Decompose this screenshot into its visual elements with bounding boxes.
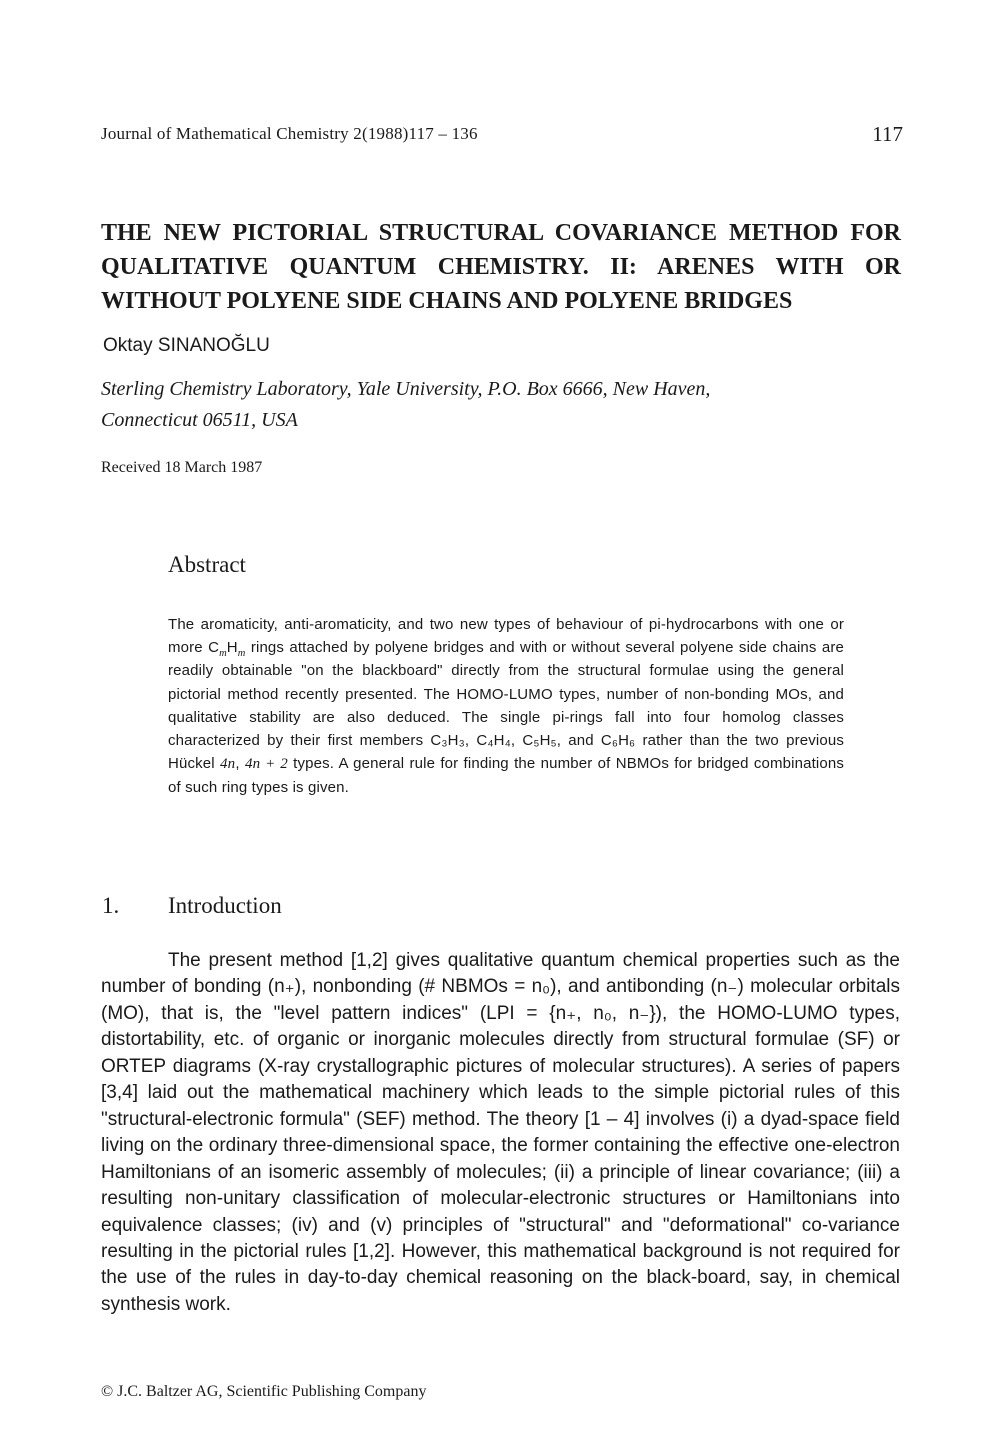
and-word: , and bbox=[556, 732, 594, 750]
ring-formula: $C_mH_m$ bbox=[208, 639, 246, 660]
formula-c3h3: C₃H₃ bbox=[430, 732, 465, 750]
affiliation-line-1: Sterling Chemistry Laboratory, Yale University, P.O. Box 6666, New Haven, bbox=[101, 378, 711, 400]
introduction-body: The present method [1,2] gives qualitative quantum chemical properties such as the number of bonding (n₊), nonbonding (# NBMOs = n₀), and antibonding (n₋) molecular orbitals (MO), that is, the "level pattern indices" (LPI = {n₊, n₀, n₋}), the HOMO-LUMO types, distortability, etc. of organic or inorganic molecules directly from structural formulae (SF) or ORTEP diagrams (X-ray crystallographic pictures of molecular structures). A series of papers [3,4] laid out the mathematical machinery which leads to the simple pictorial rules of this "structural-electronic formula" (SEF) method. The theory [1 – 4] involves (i) a dyad-space field living on the ordinary three-dimensional space, the former containing the effective one-electron Hamiltonians of an isomeric assembly of molecules; (ii) a principle of linear covariance; (iii) a resulting non-unitary classification of molecular-electronic structures or Hamiltonians into equivalence classes; (iv) and (v) principles of "structural" and "deformational" co-variance resulting in the pictorial rules [1,2]. However, this mathematical background is not required for the use of the rules in day-to-day chemical reasoning on the black-board, say, in chemical synthesis work. bbox=[101, 950, 900, 1315]
affiliation-line-2: Connecticut 06511, USA bbox=[101, 409, 298, 431]
formula-c6h6: C₆H₆ bbox=[600, 732, 636, 750]
abstract-text-1: The aromaticity, anti-aromaticity, and two new types of behaviour of pi-hydrocarbons with one or more bbox=[168, 616, 844, 657]
paper-title: THE NEW PICTORIAL STRUCTURAL COVARIANCE METHOD FOR QUALITATIVE QUANTUM CHEMISTRY. II: ARENES WITH OR WITHOUT POLYENE SIDE CHAINS AND POLYENE BRIDGES bbox=[101, 220, 901, 314]
abstract-text-2: rings attached by polyene bridges and with or without several polyene side chains are readily obtainable "on the blackboard" directly from the structural formulae using the general pictorial method recently presented. The HOMO-LUMO types, number of non-bonding MOs, and qualitative stability are also deduced. The single pi-rings fall into four homolog classes characterized by their first members bbox=[168, 639, 844, 750]
abstract-text-4: types. A general rule for finding the number of NBMOs for bridged combinations of such ring types is given. bbox=[168, 755, 845, 797]
abstract-body: The aromaticity, anti-aromaticity, and two new types of behaviour of pi-hydrocarbons with one or more $C_mH_m$ rings attached by polyene bridges and with or without several polyene side chains are readily obtainable "on the blackboard" directly from the structural formulae using the general pictorial method recently presented. The HOMO-LUMO types, number of non-bonding MOs, and qualitative stability are also deduced. The single pi-rings fall into four homolog classes characterized by their first members C₃H₃, C₄H₄, C₅H₅, and C₆H₆ rather than the two previous Hückel 4n, 4n + 2 types. A general rule for finding the number of NBMOs for bridged combinations of such ring types is given. bbox=[168, 616, 845, 797]
section-number: 1. bbox=[102, 893, 120, 918]
abstract-text-3: rather than the two previous Hückel bbox=[168, 732, 844, 773]
running-head: Journal of Mathematical Chemistry 2(1988)117 – 136 bbox=[101, 124, 478, 143]
formula-c4h4: C₄H₄ bbox=[476, 732, 511, 750]
affiliation bbox=[101, 374, 861, 436]
page-number: 117 bbox=[872, 122, 903, 146]
received-date: Received 18 March 1987 bbox=[101, 459, 263, 476]
formula-c5h5: C₅H₅ bbox=[522, 732, 557, 750]
author: Oktay SINANOĞLU bbox=[103, 335, 270, 356]
section-title: Introduction bbox=[168, 893, 282, 918]
huckel-4n: 4n bbox=[220, 756, 236, 773]
abstract-heading: Abstract bbox=[168, 552, 246, 577]
copyright-line: © J.C. Baltzer AG, Scientific Publishing Company bbox=[101, 1383, 427, 1400]
huckel-4n-plus-2: 4n + 2 bbox=[244, 756, 288, 773]
